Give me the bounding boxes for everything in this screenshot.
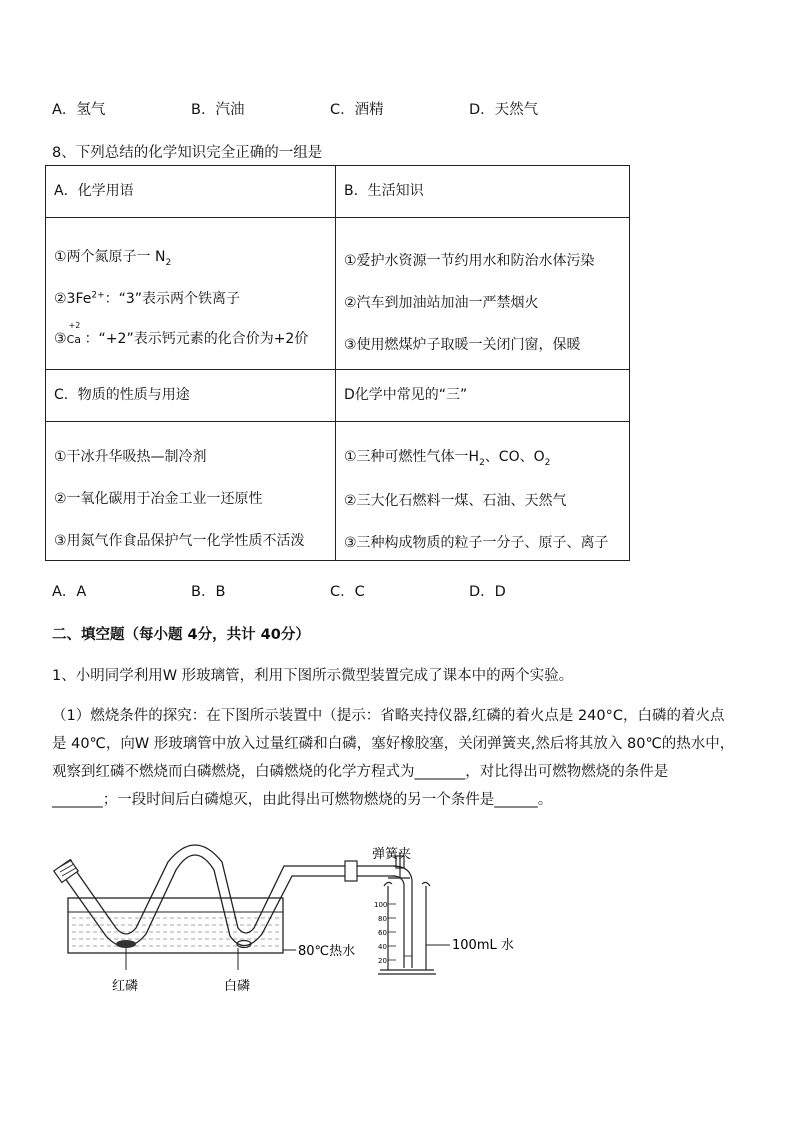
q1-part1-line-3: 观察到红磷不燃烧而白磷燃烧，白磷燃烧的化学方程式为_______，对比得出可燃物燃烧的条件是 xyxy=(52,764,669,780)
b-line-2: ②汽车到加油站加油一严禁烟火 xyxy=(344,295,539,311)
q1-stem: 1、小明同学利用W 形玻璃管，利用下图所示微型装置完成了课本中的两个实验。 xyxy=(52,668,574,684)
scale-60: 60 xyxy=(378,929,387,937)
scale-80: 80 xyxy=(378,915,387,923)
d-line-3: ③三种构成物质的粒子一分子、原子、离子 xyxy=(344,534,609,551)
scale-100: 100 xyxy=(374,901,388,909)
label-hot-water: 80℃热水 xyxy=(298,944,356,959)
q7-options xyxy=(52,98,752,120)
c-line-2: ②一氧化碳用于冶金工业一还原性 xyxy=(54,491,263,507)
a-line-1: ①两个氮原子一 $N_2$ xyxy=(54,249,172,268)
q8-option-a[interactable]: A．A xyxy=(52,584,87,600)
label-white-phosphorus: 白磷 xyxy=(224,979,251,994)
q7-option-d[interactable]: D．天然气 xyxy=(469,102,539,118)
scale-20: 20 xyxy=(378,957,387,965)
label-spring-clip: 弹簧夹 xyxy=(372,847,412,862)
c-line-1: ①干冰升华吸热—制冷剂 xyxy=(54,449,207,465)
b-line-3: ③使用燃煤炉子取暖一关闭门窗，保暖 xyxy=(344,337,581,353)
d-line-1: ①三种可燃性气体一$H_2$、CO、$O_2$ xyxy=(344,449,551,468)
cell-a-title: A．化学用语 xyxy=(46,166,336,218)
red-phosphorus-sample xyxy=(116,940,136,948)
b-line-1: ①爱护水资源一节约用水和防治水体污染 xyxy=(344,253,595,269)
q8-option-d[interactable]: D．D xyxy=(469,584,506,600)
c-line-3: ③用氮气作食品保护气一化学性质不活泼 xyxy=(54,533,305,549)
q1-part1-line-4: _______；一段时间后白磷熄灭，由此得出可燃物燃烧的另一个条件是______。 xyxy=(52,792,553,808)
cell-a-body xyxy=(46,218,336,370)
a-line-2: $②3Fe^{2+}$：“3”表示两个铁离子 xyxy=(54,290,241,307)
q8-option-b[interactable]: B．B xyxy=(191,584,226,600)
q8-options xyxy=(52,580,752,602)
label-red-phosphorus: 红磷 xyxy=(112,979,139,994)
label-cylinder-water: 100mL 水 xyxy=(452,938,514,953)
d-line-2: ②三大化石燃料一煤、石油、天然气 xyxy=(344,492,567,509)
w-tube-apparatus-figure xyxy=(0,830,794,1010)
q7-option-c[interactable]: C．酒精 xyxy=(330,102,384,118)
q8-stem: 8、下列总结的化学知识完全正确的一组是 xyxy=(52,145,323,161)
q7-option-b[interactable]: B．汽油 xyxy=(191,102,245,118)
q1-part1 xyxy=(52,702,752,814)
cell-c-body xyxy=(46,422,336,561)
section-2-title: 二、填空题（每小题 4分，共计 40分） xyxy=(52,627,310,643)
cell-d-body xyxy=(336,422,630,561)
w-glass-tube xyxy=(62,845,350,947)
a-line-3: ③ +2 Ca ：“+2”表示钙元素的化合价为+2价 xyxy=(54,320,309,347)
cell-d-title: D化学中常见的“三” xyxy=(336,370,630,422)
cylinder-scale xyxy=(374,901,396,965)
q1-part1-line-1: （1）燃烧条件的探究：在下图所示装置中（提示：省略夹持仪器,红磷的着火点是 240°C，白磷的着火点 xyxy=(52,708,725,724)
cell-c-title: C．物质的性质与用途 xyxy=(46,370,336,422)
scale-40: 40 xyxy=(378,943,387,951)
cell-b-title: B．生活知识 xyxy=(336,166,630,218)
q8-knowledge-table xyxy=(45,165,630,561)
q7-option-a[interactable]: A．氢气 xyxy=(52,102,106,118)
q1-part1-line-2: 是 40℃，向W 形玻璃管中放入过量红磷和白磷，塞好橡胶塞，关闭弹簧夹,然后将其放入 80℃的热水中， xyxy=(52,736,735,752)
rubber-stopper-icon xyxy=(54,860,78,883)
tube-connector xyxy=(345,861,412,884)
cell-b-body xyxy=(336,218,630,370)
q8-option-c[interactable]: C．C xyxy=(330,584,365,600)
valence-symbol: +2 Ca xyxy=(66,320,81,346)
